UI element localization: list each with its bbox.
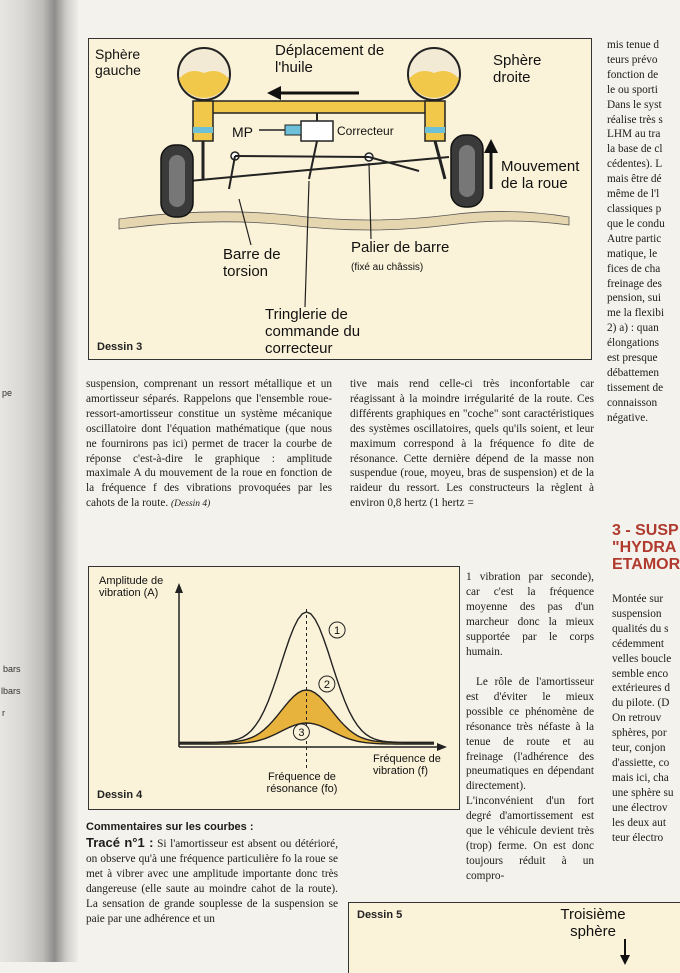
curve-label-1: 1 [334, 625, 341, 637]
right-column-line: teurs prévo [607, 53, 658, 66]
right-column-line: 2) a) : quan [607, 322, 659, 335]
dessin4-figure [88, 566, 460, 810]
dessin3-caption: Dessin 3 [97, 341, 143, 353]
right-column-line: du pilote. (D [612, 697, 670, 710]
dessin5-arrow [349, 903, 680, 973]
trace1-label: Tracé n°1 : [86, 835, 154, 850]
right-column-line: élongations [607, 337, 660, 350]
gutter-text: pe [2, 388, 13, 398]
heading-line: 3 - SUSP [612, 522, 679, 539]
right-column-line: mais être dé [607, 173, 662, 186]
right-column-line: mis tenue d [607, 39, 660, 51]
right-column-line: classiques p [607, 202, 662, 215]
sphere-gauche-label: Sphère gauche [95, 46, 141, 78]
right-column-line: débattemen [607, 366, 660, 379]
right-column-lower [612, 592, 680, 845]
troisieme-sphere-label: Troisième sphère [560, 906, 626, 940]
deplacement-label: Déplacement de l'huile [275, 42, 385, 76]
right-column-line: réalise très s [607, 113, 663, 126]
section3-heading [612, 522, 680, 573]
curve-label-2: 2 [323, 679, 330, 691]
dessin4-ref: (Dessin 4) [171, 499, 211, 510]
right-column-line: d'assiette, co [612, 756, 670, 769]
resonance-label: Fréquence de résonance (fo) [266, 771, 338, 796]
heading-line: "HYDRA [612, 539, 677, 556]
right-column-line: velles boucle [612, 652, 672, 665]
right-column [607, 38, 680, 426]
right-column-line: Montée sur [612, 593, 664, 605]
right-column-line: extérieures d [612, 682, 671, 695]
trace1-paragraph [86, 836, 338, 926]
sphere-droite-label: Sphère droite [493, 52, 542, 86]
col2-paragraph-2: 1 vibration par seconde), car c'est la fréquence moyenne des pas d'un marcheur donc la mieux supportée par le corps humain. [466, 571, 594, 658]
col2-paragraph-1: tive mais rend celle-ci très inconfortable car réagissant à la moindre irrégularité de la route. Ces différents graphiques en "coche" sont caractéristiques des systèmes oscillatoires, quels qu'ils soient, et leur maximum correspond à la fréquence fo dite de résonance. Cette dernière dépend de la masse non suspendue (roue, moyeu, bras de suspension) et de la raideur du ressort. Les constructeurs la règlent à environ 0,8 hertz (1 hertz = [350, 378, 594, 510]
dessin5-caption: Dessin 5 [357, 909, 403, 921]
col2-paragraph-3: Le rôle de l'amortisseur est d'éviter le mieux possible ce phénomène de résonance très néfaste à la tenue de route et au freinage (l'adhérence des pneumatiques en dépendant directement). L'inconvénient d'un fort degré d'amortissement est que le véhicule devient très (trop) ferme. On est donc toujours réduit à un compro- [466, 676, 594, 882]
col1-paragraph [86, 377, 332, 512]
palier-note: (fixé au châssis) [351, 261, 424, 273]
right-column-line: cédemment [612, 637, 665, 650]
right-column-line: une sphère su [612, 786, 674, 799]
right-column-line: fonction de [607, 68, 659, 81]
right-column-line: Dans le syst [607, 98, 662, 111]
right-column-line: cédentes). L [607, 158, 663, 171]
right-column-line: tissement de [607, 381, 664, 394]
y-axis-label: Amplitude de vibration (A) [99, 575, 164, 600]
right-column-line: LHM au tra [607, 128, 661, 141]
right-column-line: matique, le [607, 247, 658, 260]
curve-label-3: 3 [298, 727, 305, 739]
right-column-line: connaisson [607, 396, 658, 409]
right-column-line: On retrouv [612, 712, 662, 725]
heading-line: ETAMOR [612, 556, 680, 573]
mp-label: MP [232, 124, 253, 140]
right-column-line: suspension [612, 607, 662, 620]
right-column-line: me la flexibi [607, 307, 665, 320]
palier-text: Palier de barre [351, 239, 450, 256]
right-column-line: fices de cha [607, 262, 661, 275]
right-column-line: que le condu [607, 217, 665, 230]
correcteur-label: Correcteur [337, 124, 394, 138]
right-column-line: même de l'l [607, 188, 660, 201]
right-column-line: la base de cl [607, 143, 663, 156]
right-column-line: sphères, por [612, 727, 667, 740]
right-column-line: les deux aut [612, 816, 666, 829]
right-column-line: est presque [607, 352, 658, 365]
right-column-line: Autre partic [607, 232, 662, 245]
right-column-line: teur électro [612, 831, 664, 844]
mouvement-label: Mouvement de la roue [501, 158, 580, 192]
col1-p1: suspension, comprenant un ressort métallique et un amortisseur séparés. Rappelons que l'ensemble roue-ressort-amortisseur constitue un système mécanique oscillatoire dont l'équation mathématique (que nous ne fournirons pas ici) permet de tracer la courbe de réponse c'est-à-dire le graphique : amplitude maximale A du mouvement de la roue en fonction de la fréquence f des vibrations provoquées par les cahots de la route. [86, 378, 332, 510]
trace1-text: Si l'amortisseur est absent ou détérioré, on observe qu'à une fréquence particulière fo la roue se met à vibrer avec une amplitude importante donc très dangereuse (elle saute au moindre cahot de la route). La sensation de grande souplesse de la suspension se paie par une adhérence et un [86, 838, 339, 925]
x-axis-arrow [437, 743, 447, 751]
dessin4-caption: Dessin 4 [97, 789, 143, 801]
palier-label [351, 239, 461, 275]
right-column-line: une électrov [612, 801, 668, 814]
tringlerie-label: Tringlerie de commande du correcteur [265, 306, 361, 357]
dessin5-figure [348, 902, 680, 973]
binding-gutter [0, 0, 78, 962]
right-column-line: teur, conjon [612, 742, 666, 755]
right-column-line: le ou sporti [607, 83, 658, 96]
right-column-line: mais ici, cha [612, 771, 669, 784]
gutter-text: r [2, 708, 5, 718]
gutter-text: bars [3, 664, 21, 674]
dessin3-figure [88, 38, 592, 360]
right-column-line: freinage des [607, 277, 662, 290]
right-column-line: négative. [607, 411, 649, 424]
barre-torsion-label: Barre de torsion [223, 246, 281, 280]
gutter-text: lbars [1, 686, 21, 696]
right-column-line: qualités du s [612, 622, 669, 635]
x-axis-label: Fréquence de vibration (f) [373, 753, 441, 778]
right-column-line: semble enco [612, 667, 669, 680]
right-column-line: pension, sui [607, 292, 661, 305]
commentaires-heading: Commentaires sur les courbes : [86, 821, 254, 833]
